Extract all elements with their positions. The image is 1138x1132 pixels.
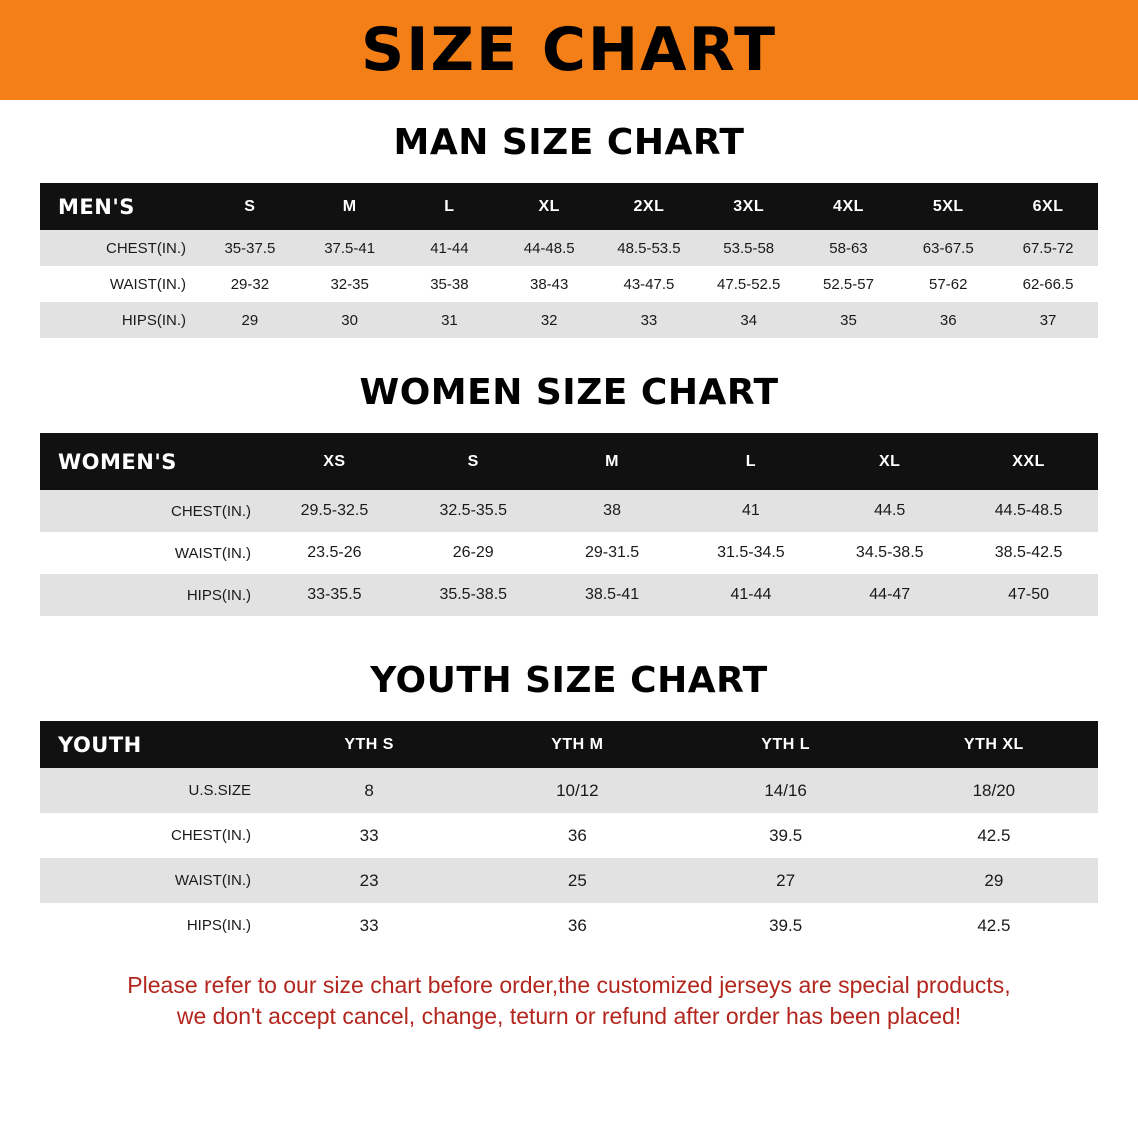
table-header-row <box>40 433 1098 490</box>
cell: 29 <box>200 302 300 338</box>
cell: 39.5 <box>682 813 890 858</box>
column-header: 2XL <box>633 197 665 215</box>
cell: 44.5-48.5 <box>959 490 1098 532</box>
cell: 34 <box>699 302 799 338</box>
cell: 62-66.5 <box>998 266 1098 302</box>
column-header: YOUTH <box>58 732 142 757</box>
banner <box>0 0 1138 100</box>
cell: 23.5-26 <box>265 532 404 574</box>
row-label: HIPS(IN.) <box>40 574 265 616</box>
cell: 48.5-53.5 <box>599 230 699 266</box>
row-label: WAIST(IN.) <box>40 266 200 302</box>
women-table-wrap <box>40 433 1098 616</box>
cell: 41-44 <box>400 230 500 266</box>
table-row <box>40 490 1098 532</box>
cell: 27 <box>682 858 890 903</box>
table-header-row <box>40 721 1098 768</box>
cell: 44-48.5 <box>499 230 599 266</box>
column-header: MEN'S <box>58 194 135 219</box>
cell: 29-31.5 <box>543 532 682 574</box>
cell: 32.5-35.5 <box>404 490 543 532</box>
cell: 25 <box>473 858 681 903</box>
cell: 32-35 <box>300 266 400 302</box>
cell: 38.5-41 <box>543 574 682 616</box>
disclaimer-line-2: we don't accept cancel, change, teturn or refund after order has been placed! <box>176 1003 962 1030</box>
women-section-heading: WOMEN SIZE CHART <box>359 372 779 413</box>
row-label: HIPS(IN.) <box>40 302 200 338</box>
disclaimer-line-1: Please refer to our size chart before order,the customized jerseys are special products, <box>127 972 1011 998</box>
cell: 57-62 <box>898 266 998 302</box>
cell: 37.5-41 <box>300 230 400 266</box>
column-header: M <box>342 197 357 215</box>
cell: 29.5-32.5 <box>265 490 404 532</box>
table-row <box>40 302 1098 338</box>
man-table-wrap <box>40 183 1098 338</box>
cell: 33 <box>599 302 699 338</box>
column-header: YTH L <box>761 735 810 753</box>
column-header: L <box>444 197 455 215</box>
cell: 43-47.5 <box>599 266 699 302</box>
table-header-row <box>40 183 1098 230</box>
column-header: 5XL <box>932 197 964 215</box>
column-header: XL <box>538 197 560 215</box>
table-row <box>40 858 1098 903</box>
cell: 23 <box>265 858 473 903</box>
column-header: YTH S <box>344 735 394 753</box>
cell: 18/20 <box>890 768 1098 813</box>
row-label: WAIST(IN.) <box>40 532 265 574</box>
cell: 44-47 <box>820 574 959 616</box>
cell: 35 <box>799 302 899 338</box>
cell: 26-29 <box>404 532 543 574</box>
column-header: L <box>745 452 757 470</box>
column-header: YTH M <box>551 735 604 753</box>
cell: 36 <box>898 302 998 338</box>
cell: 36 <box>473 903 681 948</box>
row-label: HIPS(IN.) <box>40 903 265 948</box>
column-header: XS <box>323 452 346 470</box>
column-header: M <box>605 452 619 470</box>
cell: 33-35.5 <box>265 574 404 616</box>
cell: 42.5 <box>890 813 1098 858</box>
cell: 41 <box>681 490 820 532</box>
table-row <box>40 532 1098 574</box>
youth-size-table <box>40 721 1098 948</box>
cell: 33 <box>265 903 473 948</box>
table-row <box>40 903 1098 948</box>
cell: 31 <box>400 302 500 338</box>
table-row <box>40 813 1098 858</box>
cell: 38-43 <box>499 266 599 302</box>
row-label: U.S.SIZE <box>40 768 265 813</box>
row-label: CHEST(IN.) <box>40 490 265 532</box>
column-header: YTH XL <box>963 735 1024 753</box>
table-row <box>40 266 1098 302</box>
cell: 34.5-38.5 <box>820 532 959 574</box>
cell: 58-63 <box>799 230 899 266</box>
man-size-table <box>40 183 1098 338</box>
table-row <box>40 230 1098 266</box>
cell: 33 <box>265 813 473 858</box>
cell: 8 <box>265 768 473 813</box>
table-row <box>40 768 1098 813</box>
cell: 10/12 <box>473 768 681 813</box>
cell: 47.5-52.5 <box>699 266 799 302</box>
page-title: SIZE CHART <box>360 15 778 85</box>
disclaimer-note <box>38 970 1100 1032</box>
cell: 29-32 <box>200 266 300 302</box>
cell: 67.5-72 <box>998 230 1098 266</box>
column-header: S <box>244 197 256 215</box>
cell: 41-44 <box>681 574 820 616</box>
cell: 63-67.5 <box>898 230 998 266</box>
women-size-table <box>40 433 1098 616</box>
column-header: WOMEN'S <box>58 449 177 474</box>
column-header: 3XL <box>733 197 765 215</box>
cell: 35-37.5 <box>200 230 300 266</box>
youth-section-heading: YOUTH SIZE CHART <box>370 660 768 701</box>
man-section-heading: MAN SIZE CHART <box>393 122 745 163</box>
cell: 35.5-38.5 <box>404 574 543 616</box>
column-header: 4XL <box>833 197 864 215</box>
cell: 36 <box>473 813 681 858</box>
column-header: XL <box>879 452 901 470</box>
cell: 35-38 <box>400 266 500 302</box>
cell: 30 <box>300 302 400 338</box>
cell: 14/16 <box>682 768 890 813</box>
cell: 38 <box>543 490 682 532</box>
row-label: CHEST(IN.) <box>40 230 200 266</box>
cell: 44.5 <box>820 490 959 532</box>
cell: 37 <box>998 302 1098 338</box>
column-header: XXL <box>1012 452 1045 470</box>
column-header: S <box>467 452 479 470</box>
row-label: CHEST(IN.) <box>40 813 265 858</box>
cell: 29 <box>890 858 1098 903</box>
cell: 38.5-42.5 <box>959 532 1098 574</box>
cell: 47-50 <box>959 574 1098 616</box>
cell: 31.5-34.5 <box>681 532 820 574</box>
youth-table-wrap <box>40 721 1098 948</box>
cell: 42.5 <box>890 903 1098 948</box>
row-label: WAIST(IN.) <box>40 858 265 903</box>
cell: 52.5-57 <box>799 266 899 302</box>
cell: 32 <box>499 302 599 338</box>
cell: 53.5-58 <box>699 230 799 266</box>
table-row <box>40 574 1098 616</box>
cell: 39.5 <box>682 903 890 948</box>
column-header: 6XL <box>1032 197 1064 215</box>
